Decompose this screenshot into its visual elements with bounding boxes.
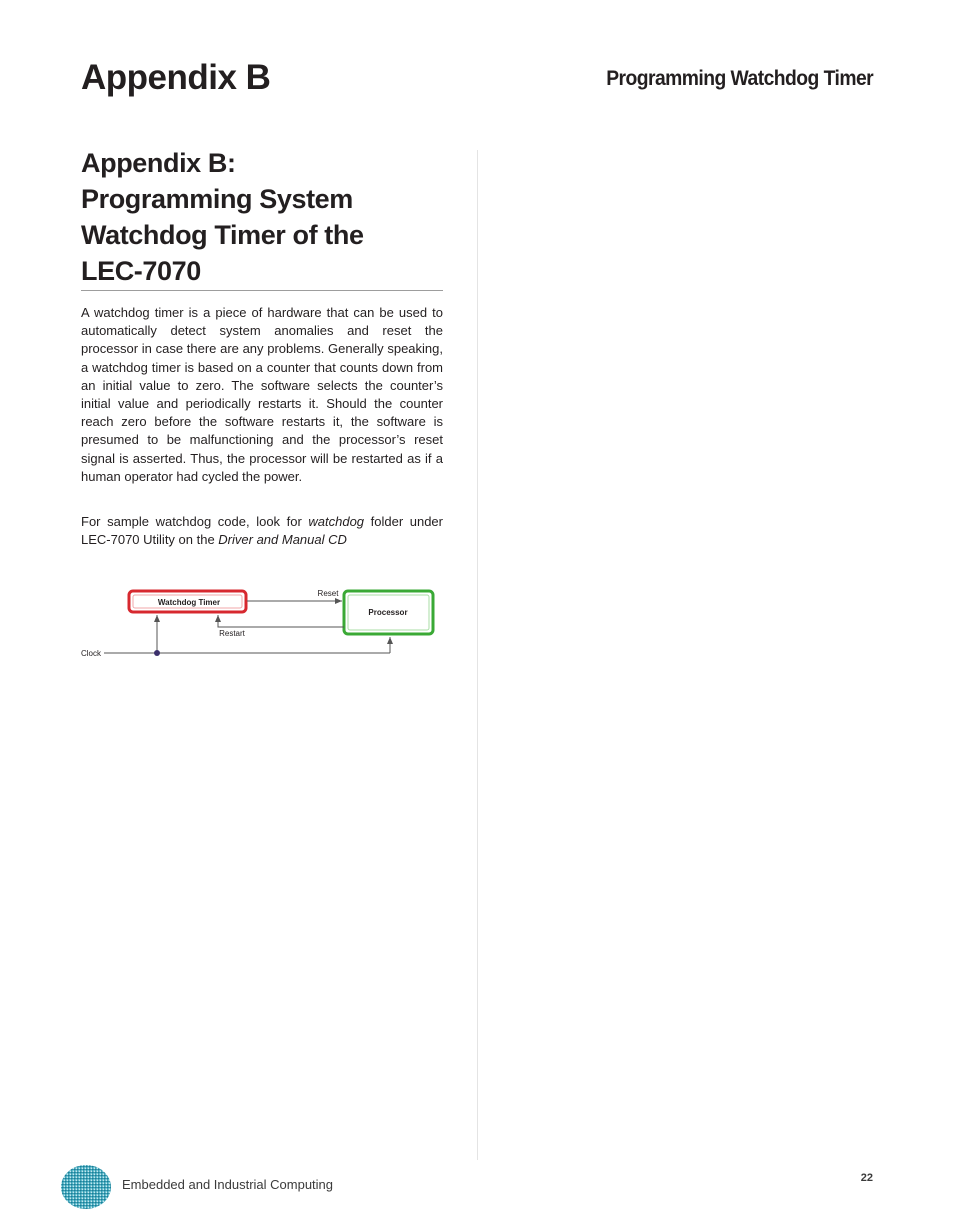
logo-globe [61,1165,111,1209]
clock-label: Clock [81,649,102,658]
column-divider [477,150,478,1160]
page-number: 22 [860,1172,873,1184]
paragraph-text: folder under LEC-7070 Utility on the [81,514,443,548]
paragraph-text: For sample watchdog code, look for [81,514,309,529]
reset-label: Reset [317,589,339,598]
clock-junction [154,650,160,656]
intro-paragraph: A watchdog timer is a piece of hardware that can be used to automatically detect system anomalies and reset the processor in case there are any problems. Generally speaking, a watchdog timer is based on a counter that counts down from an initial value to zero. The software selects the counter’s initial value and periodically restarts it. Should the counter reach zero before the software restarts it, the software is presumed to be malfunctioning and the processor’s reset signal is asserted. Thus, the processor will be restarted as if a human operator had cycled the power. [81,305,443,484]
company-logo [60,1164,112,1210]
title-underline [81,290,443,291]
section-title [81,145,443,289]
sample-code-paragraph [81,513,443,549]
footer-company-text: Embedded and Industrial Computing [122,1177,334,1192]
section-title-line: LEC-7070 [81,256,201,286]
restart-line [218,615,344,627]
cd-name: Driver and Manual CD [218,532,347,548]
section-title-line: Appendix B: [81,148,236,178]
restart-label: Restart [219,629,245,638]
processor-label: Processor [368,608,408,617]
folder-name: watchdog [308,514,365,529]
section-title-line: Programming System [81,184,353,214]
page-header-subtitle: Programming Watchdog Timer [606,67,873,90]
section-title-line: Watchdog Timer of the [81,220,364,250]
watchdog-timer-label: Watchdog Timer [157,598,221,607]
page-header-title: Appendix B [81,58,271,97]
watchdog-diagram [78,583,440,663]
